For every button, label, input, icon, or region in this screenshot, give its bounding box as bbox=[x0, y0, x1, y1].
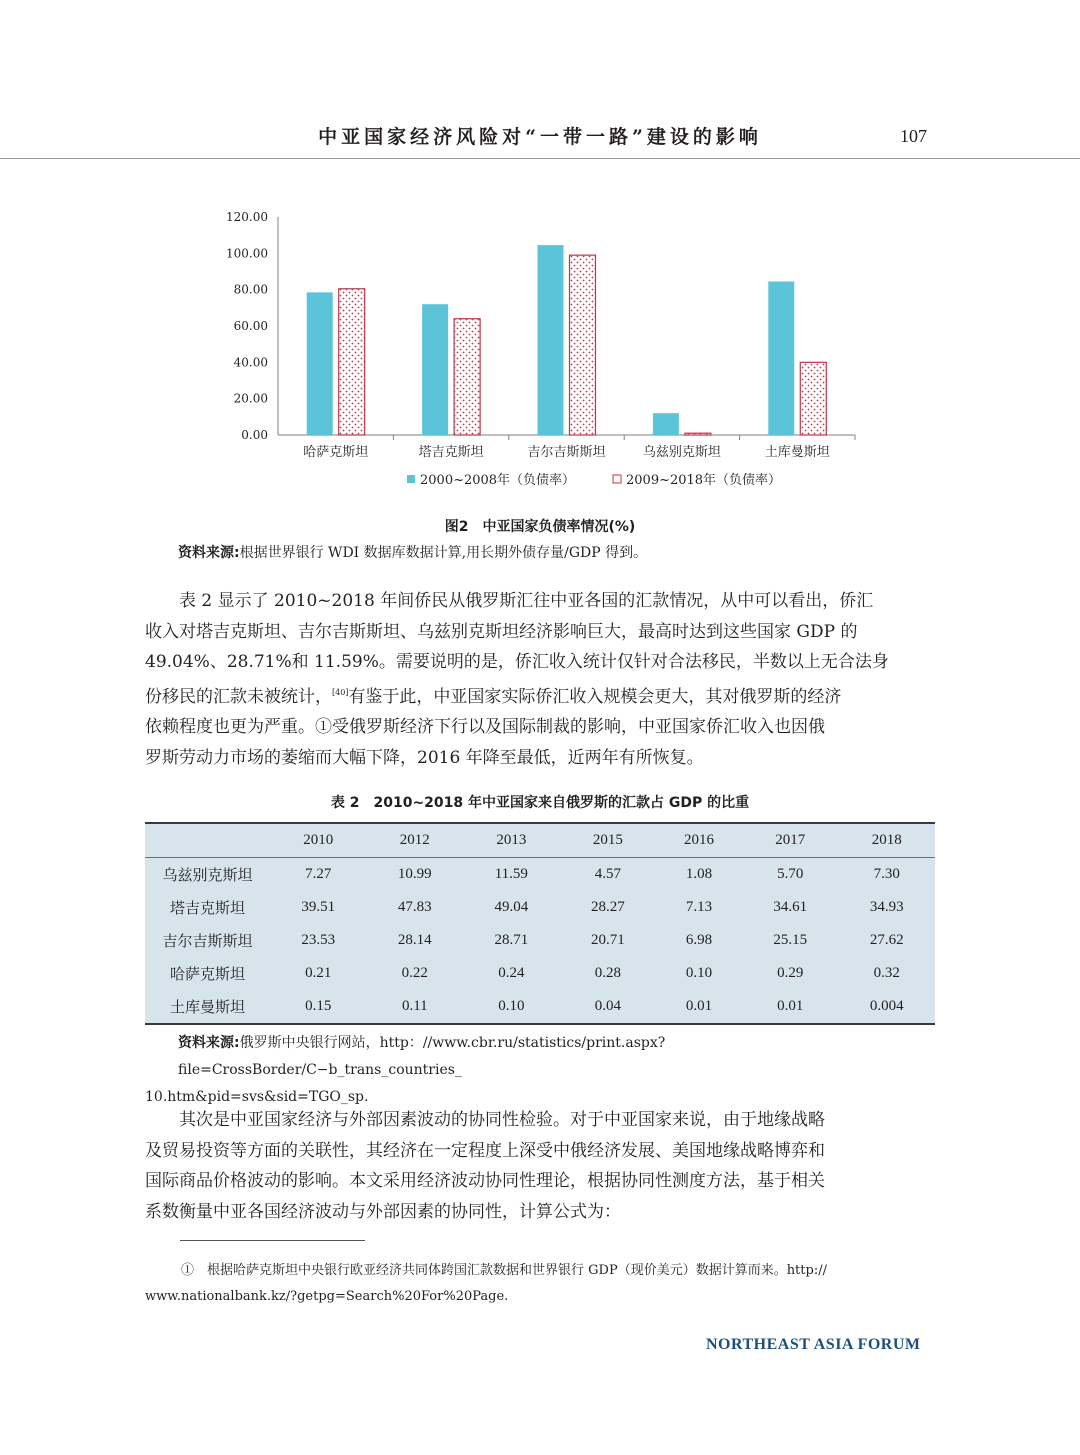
remittance-table bbox=[145, 822, 935, 1025]
table-cell: 28.14 bbox=[397, 932, 432, 948]
table-header-cell: 2018 bbox=[838, 823, 935, 858]
table-header-cell: 2010 bbox=[270, 823, 367, 858]
footnote-rule bbox=[180, 1240, 365, 1241]
table-cell: 0.22 bbox=[401, 965, 428, 981]
paragraph-line: 表 2 显示了 2010~2018 年间侨民从俄罗斯汇往中亚各国的汇款情况，从中可以看出，侨汇 bbox=[179, 591, 874, 611]
table-cell: 0.10 bbox=[685, 965, 713, 981]
paragraph-line: 及贸易投资等方面的关联性，其经济在一定程度上深受中俄经济发展、美国地缘战略博弈和 bbox=[145, 1140, 825, 1161]
x-category-label: 塔吉克斯坦 bbox=[418, 445, 484, 460]
table-row bbox=[145, 957, 935, 990]
table-source bbox=[145, 1030, 937, 1111]
table-cell: 7.30 bbox=[873, 866, 900, 882]
table-row-label: 塔吉克斯坦 bbox=[169, 899, 245, 917]
table-cell: 7.13 bbox=[685, 899, 713, 915]
table-header-cell: 2017 bbox=[742, 823, 839, 858]
table-cell: 0.32 bbox=[873, 965, 900, 981]
debt-ratio-chart bbox=[0, 195, 1080, 505]
y-tick-label: 40.00 bbox=[233, 355, 268, 370]
table-cell: 28.27 bbox=[590, 899, 625, 915]
table-cell: 1.08 bbox=[685, 866, 713, 882]
table-source-line bbox=[145, 1030, 937, 1084]
table-cell: 0.11 bbox=[401, 998, 428, 1014]
x-category-label: 乌兹别克斯坦 bbox=[642, 445, 721, 460]
table-row-label: 乌兹别克斯坦 bbox=[162, 866, 253, 884]
bar-series-2 bbox=[570, 255, 596, 435]
paragraph-line: 系数衡量中亚各国经济波动与外部因素的协同性，计算公式为： bbox=[145, 1201, 621, 1222]
paragraph-line: 国际商品价格波动的影响。本文采用经济波动协同性理论，根据协同性测度方法，基于相关 bbox=[145, 1171, 825, 1191]
table-cell: 20.71 bbox=[590, 932, 625, 948]
table-cell: 11.59 bbox=[494, 866, 528, 882]
table-cell: 6.98 bbox=[685, 932, 713, 948]
table-cell: 34.61 bbox=[773, 899, 808, 915]
paragraph-line bbox=[145, 678, 937, 713]
bar-series-1 bbox=[653, 413, 679, 435]
table-cell: 0.01 bbox=[777, 998, 804, 1014]
legend-label-series-2: 2009~2018年（负债率） bbox=[626, 473, 782, 488]
table-header-row bbox=[145, 823, 935, 858]
table-cell: 0.004 bbox=[869, 998, 904, 1014]
table-cell: 23.53 bbox=[301, 932, 336, 948]
table-header-cell: 2015 bbox=[560, 823, 657, 858]
table-cell: 49.04 bbox=[494, 899, 529, 915]
table-header-cell: 2012 bbox=[367, 823, 464, 858]
bar-series-2 bbox=[685, 433, 711, 435]
paragraph-line: 49.04%、28.71%和 11.59%。需要说明的是，侨汇收入统计仅针对合法移民，半数以上无合法身 bbox=[145, 652, 889, 672]
journal-name: NORTHEAST ASIA FORUM bbox=[706, 1336, 921, 1353]
paragraph-line: 其次是中亚国家经济与外部因素波动的协同性检验。对于中亚国家来说，由于地缘战略 bbox=[179, 1110, 825, 1130]
table-cell: 0.04 bbox=[594, 998, 621, 1014]
bar-series-1 bbox=[307, 292, 333, 435]
footnote-line: ① 根据哈萨克斯坦中央银行欧亚经济共同体跨国汇款数据和世界银行 GDP（现价美元）数据计算而来。http:// bbox=[181, 1263, 827, 1278]
y-tick-label: 80.00 bbox=[233, 282, 268, 297]
bar-series-1 bbox=[538, 245, 564, 435]
bar-series-1 bbox=[768, 281, 794, 435]
table-row bbox=[145, 990, 935, 1024]
y-tick-label: 60.00 bbox=[233, 319, 268, 333]
table-row bbox=[145, 858, 935, 892]
table-cell: 0.24 bbox=[498, 965, 525, 981]
y-tick-label: 20.00 bbox=[233, 391, 268, 406]
table-cell: 25.15 bbox=[773, 932, 808, 948]
legend-swatch-series-1 bbox=[407, 475, 415, 483]
table-caption: 表 2 2010~2018 年中亚国家来自俄罗斯的汇款占 GDP 的比重 bbox=[330, 795, 750, 811]
bar-series-2 bbox=[454, 319, 480, 435]
body-paragraph-1 bbox=[145, 586, 937, 773]
bar-series-1 bbox=[422, 304, 448, 435]
table-header-corner bbox=[145, 823, 270, 858]
x-category-label: 土库曼斯坦 bbox=[764, 445, 830, 460]
table-cell: 34.93 bbox=[869, 899, 904, 915]
table-source-text: 俄罗斯中央银行网站，http：//www.cbr.ru/statistics/print.aspx?file=CrossBorder/C−b_trans_countries_ bbox=[178, 1035, 666, 1078]
table-cell: 47.83 bbox=[397, 899, 432, 915]
legend-swatch-series-2 bbox=[613, 475, 621, 483]
table-cell: 10.99 bbox=[397, 866, 432, 882]
table-row-label: 土库曼斯坦 bbox=[169, 998, 245, 1016]
table-cell: 39.51 bbox=[301, 899, 336, 915]
table-cell: 0.29 bbox=[777, 965, 804, 981]
table-cell: 0.01 bbox=[685, 998, 713, 1014]
table-row-label: 哈萨克斯坦 bbox=[169, 965, 245, 983]
table-source-label: 资料来源: bbox=[178, 1035, 240, 1051]
figure-source-label: 资料来源: bbox=[178, 545, 240, 561]
x-category-label: 吉尔吉斯斯坦 bbox=[527, 445, 606, 460]
table-cell: 7.27 bbox=[305, 866, 332, 882]
header-rule bbox=[0, 158, 1080, 159]
bar-series-2 bbox=[339, 289, 365, 435]
bar-series-2 bbox=[800, 362, 826, 435]
table-header-cell: 2013 bbox=[463, 823, 560, 858]
paragraph-line: 收入对塔吉克斯坦、吉尔吉斯斯坦、乌兹别克斯坦经济影响巨大，最高时达到这些国家 GDP 的 bbox=[145, 621, 858, 642]
figure-source-text: 根据世界银行 WDI 数据库数据计算,用长期外债存量/GDP 得到。 bbox=[239, 545, 648, 561]
table-cell: 0.10 bbox=[498, 998, 525, 1014]
table-cell: 0.28 bbox=[594, 965, 621, 981]
body-paragraph-2 bbox=[145, 1105, 937, 1227]
y-tick-label: 120.00 bbox=[226, 210, 268, 224]
paragraph-line: 依赖程度也更为严重。①受俄罗斯经济下行以及国际制裁的影响，中亚国家侨汇收入也因俄 bbox=[145, 717, 825, 737]
table-cell: 0.15 bbox=[305, 998, 332, 1014]
figure-source bbox=[178, 542, 647, 562]
y-tick-label: 100.00 bbox=[226, 246, 268, 261]
table-cell: 28.71 bbox=[494, 932, 529, 948]
table-row-label: 吉尔吉斯斯坦 bbox=[162, 932, 253, 950]
page-number: 107 bbox=[900, 126, 927, 146]
paragraph-line-part: 份移民的汇款未被统计， bbox=[145, 686, 332, 707]
footnote bbox=[145, 1258, 937, 1310]
y-tick-label: 0.00 bbox=[241, 428, 268, 442]
citation-reference[interactable]: [40] bbox=[332, 687, 349, 697]
table-cell: 0.21 bbox=[305, 965, 332, 981]
table-cell: 27.62 bbox=[869, 932, 904, 948]
legend-label-series-1: 2000~2008年（负债率） bbox=[420, 473, 576, 488]
figure-caption: 图2 中亚国家负债率情况(%) bbox=[444, 519, 636, 535]
paragraph-line-part: 有鉴于此，中亚国家实际侨汇收入规模会更大，其对俄罗斯的经济 bbox=[348, 686, 842, 707]
table-source-line: 10.htm&pid=svs&sid=TGO_sp. bbox=[145, 1089, 369, 1105]
table-header-cell: 2016 bbox=[656, 823, 742, 858]
table-cell: 4.57 bbox=[594, 866, 621, 882]
x-category-label: 哈萨克斯坦 bbox=[303, 445, 369, 460]
table-row bbox=[145, 924, 935, 957]
table-row bbox=[145, 891, 935, 924]
table-cell: 5.70 bbox=[777, 866, 804, 882]
paragraph-line: 罗斯劳动力市场的萎缩而大幅下降，2016 年降至最低，近两年有所恢复。 bbox=[145, 747, 704, 768]
page-header-title: 中亚国家经济风险对“一带一路”建设的影响 bbox=[318, 126, 762, 148]
footnote-line: www.nationalbank.kz/?getpg=Search%20For%20Page. bbox=[145, 1289, 509, 1304]
